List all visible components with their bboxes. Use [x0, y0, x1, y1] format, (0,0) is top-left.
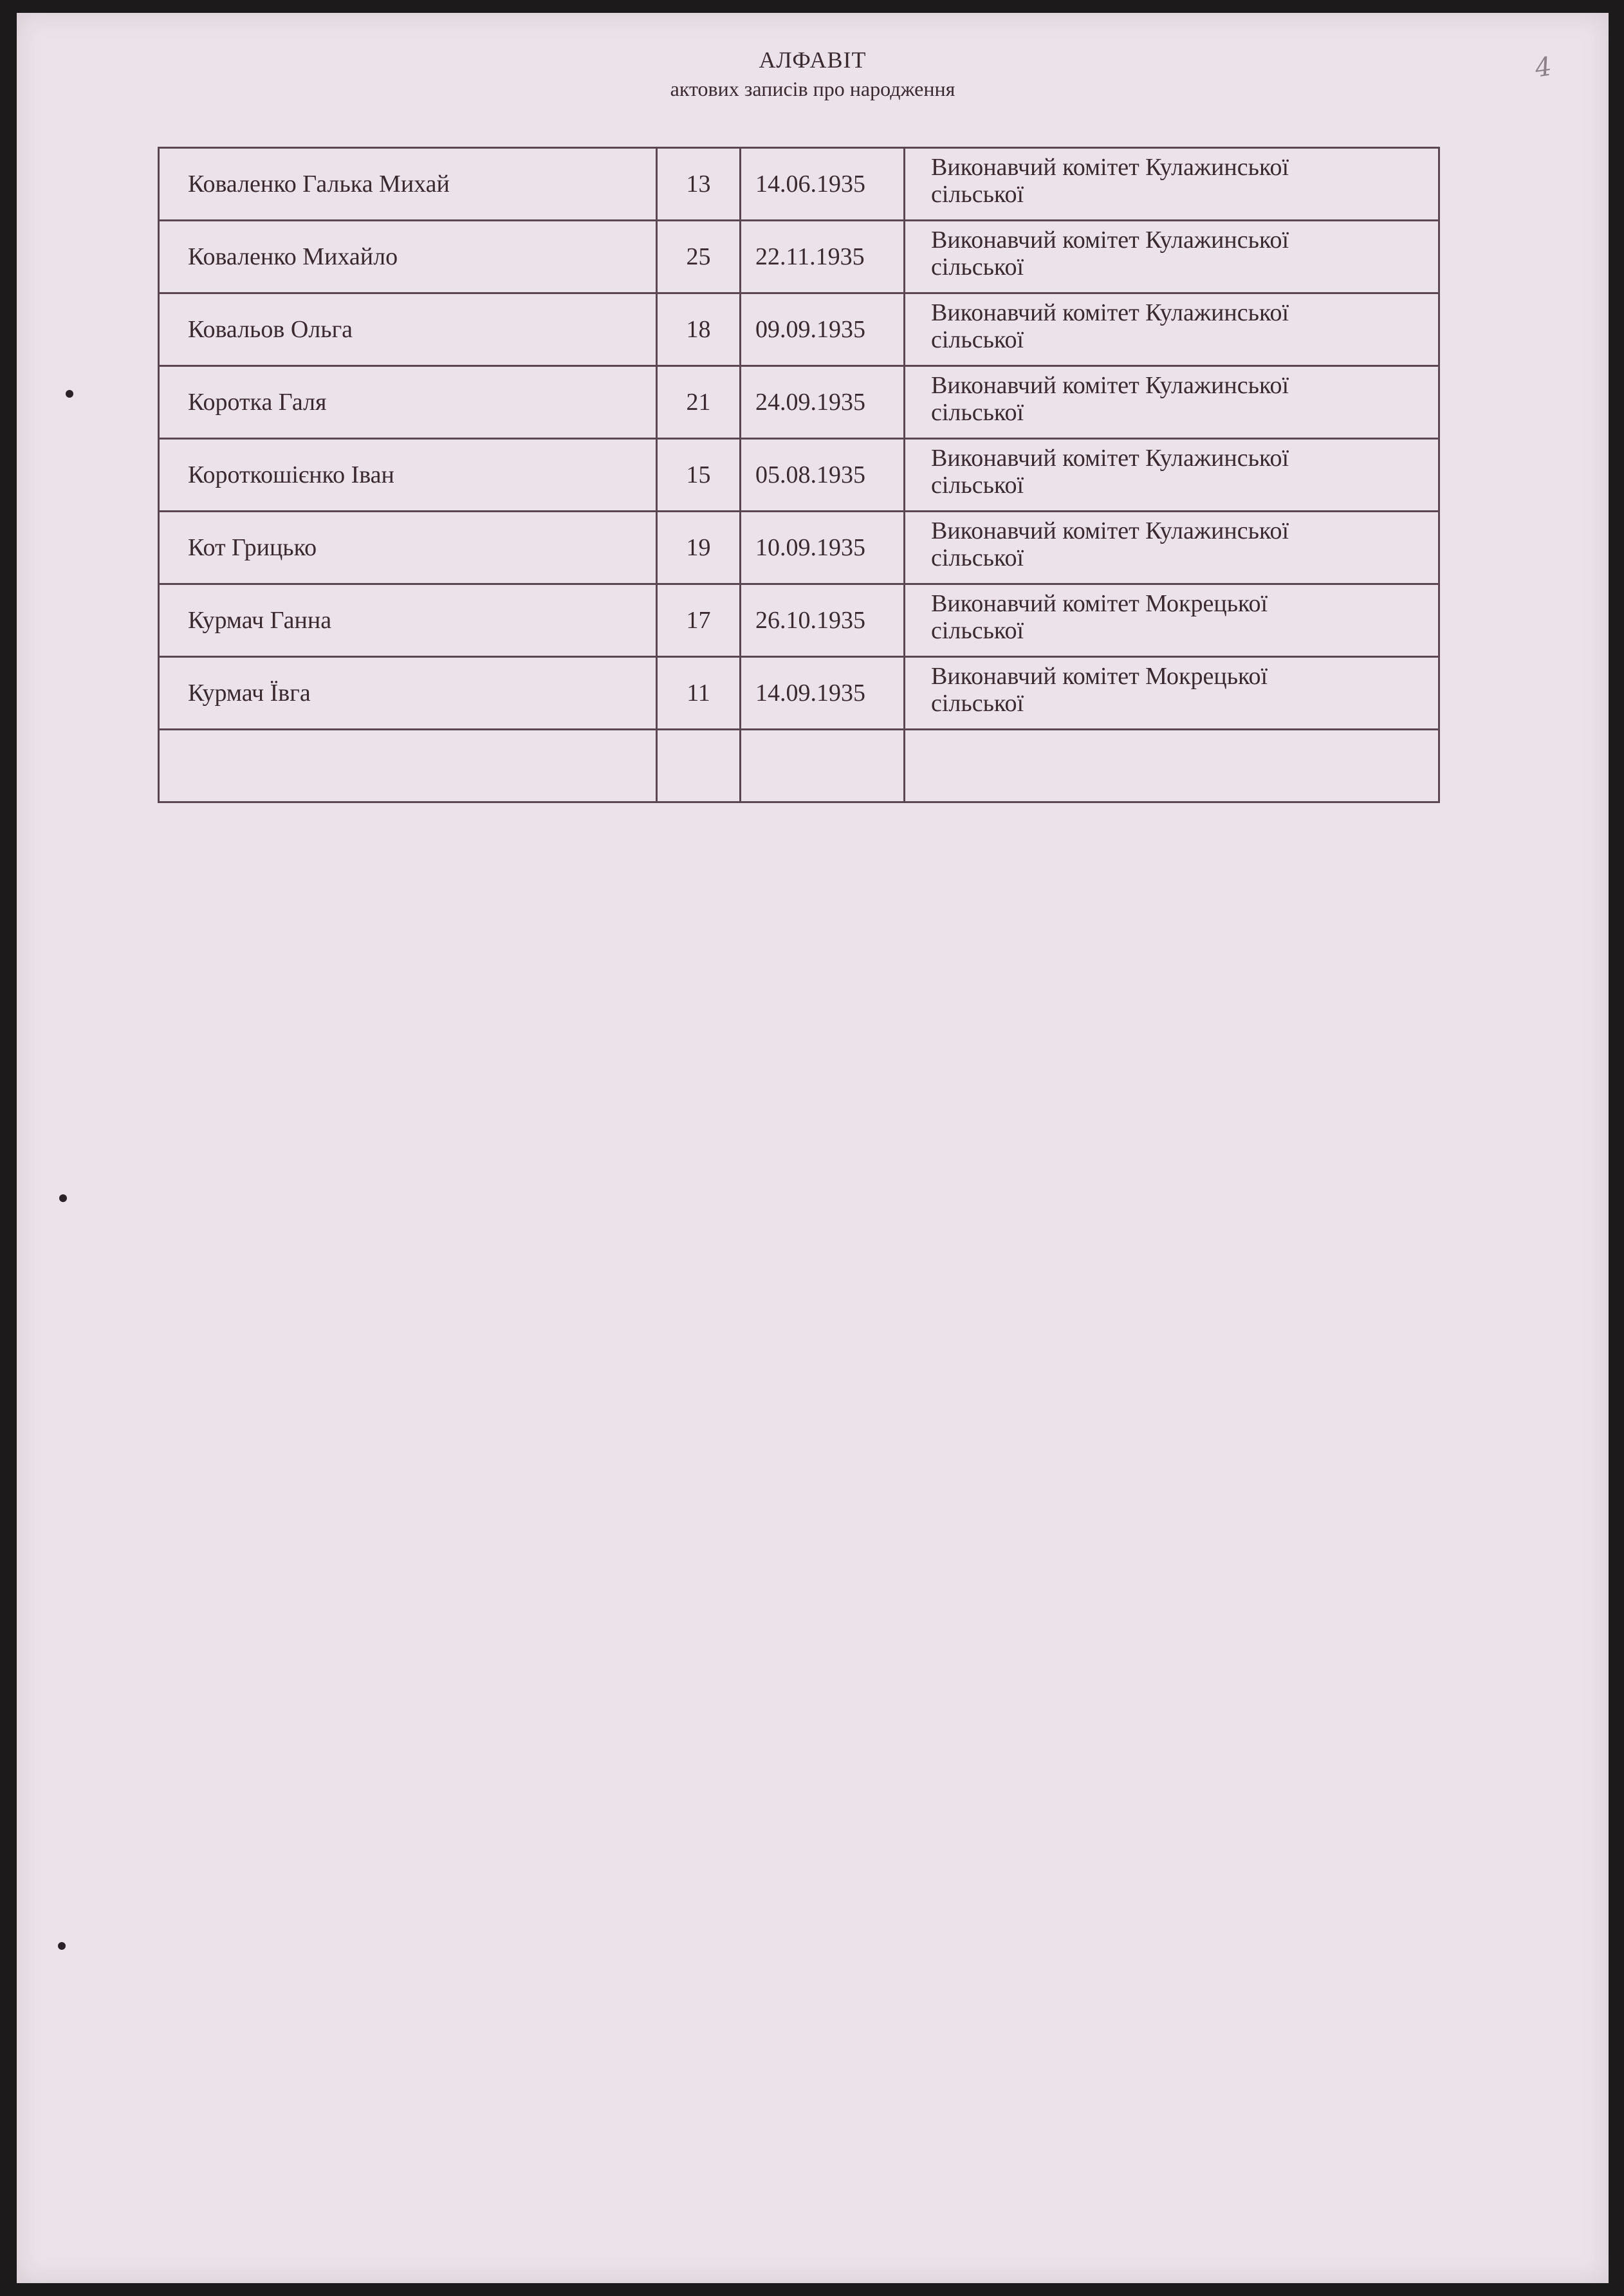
record-office — [905, 221, 1439, 293]
table-row — [159, 657, 1439, 730]
record-number: 17 — [657, 584, 741, 657]
record-name: Коваленко Михайло — [159, 221, 657, 293]
table-row — [159, 366, 1439, 439]
record-office-line1: Виконавчий комітет Кулажинської — [931, 517, 1289, 544]
record-office-line2: сільської — [931, 472, 1024, 499]
table-row — [159, 148, 1439, 221]
record-office-line2: сільської — [931, 326, 1024, 353]
table-row — [159, 293, 1439, 366]
record-office-line2: сільської — [931, 617, 1024, 644]
empty-cell — [905, 730, 1439, 802]
record-number: 15 — [657, 439, 741, 512]
record-name: Коротка Галя — [159, 366, 657, 439]
punch-hole — [59, 1194, 67, 1202]
record-name: Курмач Ївга — [159, 657, 657, 730]
empty-cell — [159, 730, 657, 802]
record-office — [905, 148, 1439, 221]
record-office-line1: Виконавчий комітет Кулажинської — [931, 227, 1289, 254]
record-name: Короткошієнко Іван — [159, 439, 657, 512]
record-date: 10.09.1935 — [741, 512, 905, 584]
handwritten-page-number: 4 — [1533, 51, 1554, 84]
record-name: Коваленко Галька Михай — [159, 148, 657, 221]
record-office — [905, 366, 1439, 439]
record-office — [905, 584, 1439, 657]
record-office-line2: сільської — [931, 399, 1024, 426]
record-date: 24.09.1935 — [741, 366, 905, 439]
record-office — [905, 512, 1439, 584]
punch-hole — [66, 390, 73, 398]
document-title: АЛФАВІТ — [759, 47, 867, 73]
record-name: Кот Грицько — [159, 512, 657, 584]
record-number: 11 — [657, 657, 741, 730]
record-number: 25 — [657, 221, 741, 293]
table-row — [159, 512, 1439, 584]
record-office-line2: сільської — [931, 544, 1024, 571]
record-office-line1: Виконавчий комітет Кулажинської — [931, 154, 1289, 181]
record-number: 18 — [657, 293, 741, 366]
document-subtitle: актових записів про народження — [670, 77, 955, 100]
record-date: 14.09.1935 — [741, 657, 905, 730]
record-office — [905, 439, 1439, 512]
record-name: Курмач Ганна — [159, 584, 657, 657]
record-office-line1: Виконавчий комітет Кулажинської — [931, 299, 1289, 326]
table-row — [159, 439, 1439, 512]
empty-cell — [657, 730, 741, 802]
record-office-line2: сільської — [931, 254, 1024, 281]
table-row-empty — [159, 730, 1439, 802]
record-date: 14.06.1935 — [741, 148, 905, 221]
record-date: 05.08.1935 — [741, 439, 905, 512]
record-office — [905, 657, 1439, 730]
record-number: 13 — [657, 148, 741, 221]
record-number: 19 — [657, 512, 741, 584]
record-date: 09.09.1935 — [741, 293, 905, 366]
record-number: 21 — [657, 366, 741, 439]
record-office-line1: Виконавчий комітет Кулажинської — [931, 372, 1289, 399]
birth-records-table — [158, 147, 1440, 803]
record-office-line1: Виконавчий комітет Кулажинської — [931, 445, 1289, 472]
record-name: Ковальов Ольга — [159, 293, 657, 366]
table-row — [159, 584, 1439, 657]
record-office-line1: Виконавчий комітет Мокрецької — [931, 590, 1268, 617]
punch-hole — [58, 1942, 66, 1950]
record-office-line2: сільської — [931, 690, 1024, 717]
record-office — [905, 293, 1439, 366]
record-date: 22.11.1935 — [741, 221, 905, 293]
record-date: 26.10.1935 — [741, 584, 905, 657]
record-office-line2: сільської — [931, 181, 1024, 208]
table-row — [159, 221, 1439, 293]
empty-cell — [741, 730, 905, 802]
record-office-line1: Виконавчий комітет Мокрецької — [931, 663, 1268, 690]
